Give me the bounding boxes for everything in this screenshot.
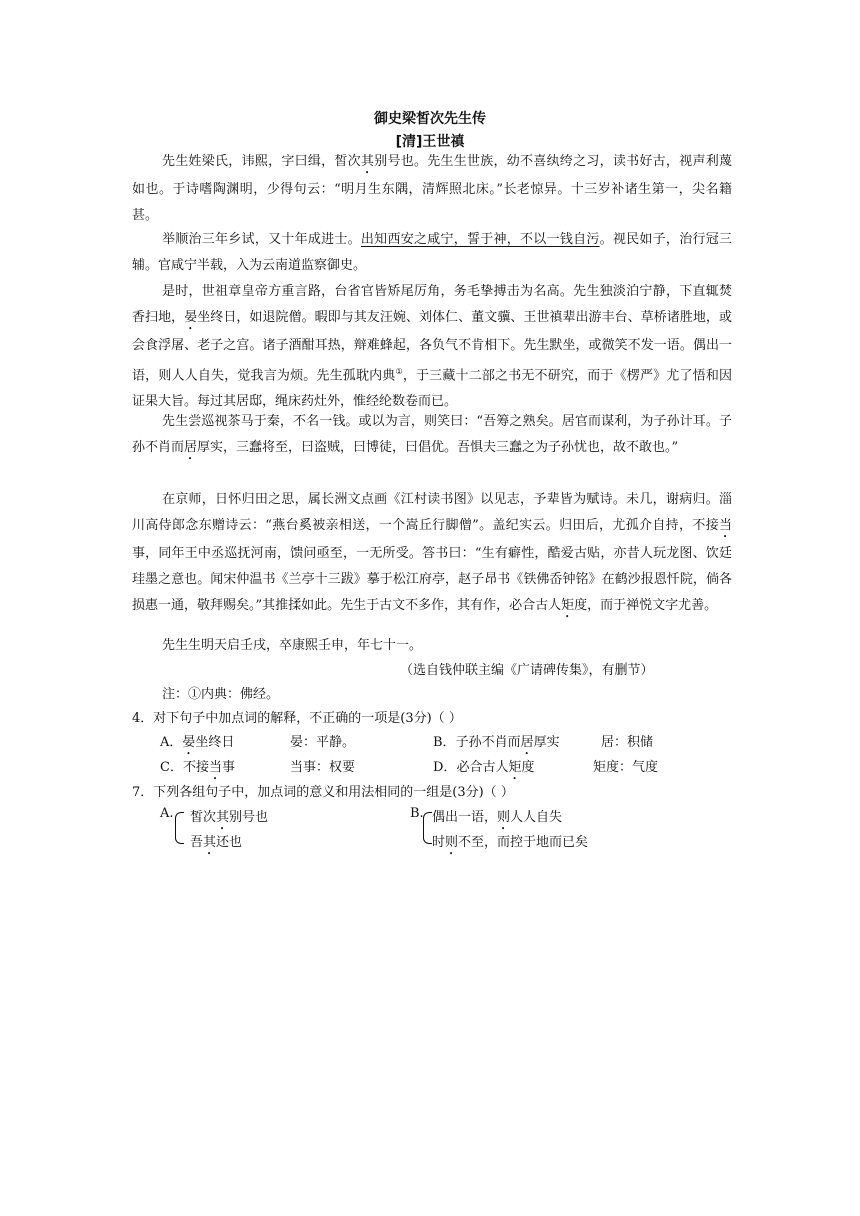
- dotted-word: 当: [718, 518, 732, 533]
- q4-option-a-gloss: 晏：平静。: [290, 735, 356, 750]
- q4-option-b-gloss: 居：积储: [601, 735, 654, 750]
- passage-title: 御史梁皙次先生传: [374, 111, 486, 127]
- dotted-word: 矩: [561, 598, 575, 613]
- q7-option-b-line2: 时则不至，而控于地而已矣: [432, 835, 589, 850]
- q4-option-b: B．子孙不肖而居厚实: [433, 735, 560, 750]
- question-4-stem: 4．对下句子中加点词的解释，不正确的一项是(3分)（ ）: [132, 711, 462, 726]
- dotted-word: 其: [360, 154, 375, 169]
- q4-option-a: A．晏坐终日: [160, 735, 235, 750]
- q4-option-d-gloss: 矩度：气度: [593, 760, 659, 775]
- paragraph-2: 举顺治三年乡试，又十年成进士。出知西安之咸宁，誓于神，不以一钱自污。视民如子，治行冠三辅。官咸宁半载，入为云南道监察御史。: [132, 232, 732, 273]
- paragraph-3: 是时，世祖章皇帝方重言路，台省官皆矫尾厉角，务毛挚搏击为名高。先生独淡泊宁静，下直辄焚香扫地，晏坐终日，如退院僧。暇即与其友汪婉、刘体仁、董文骥、王世禛辈出游丰台、草桥诸胜地，或会食浮屠、老子之宫。诸子酒酣耳热，辩难蜂起，各负气不肯相下。先生默坐，或微笑不发一语。偶出一语，则人人自失，觉我言为烦。先生孤耽内典①，于三藏十二部之书无不研究，而于《楞严》尤了悟和因证果大旨。每过其居邸，绳床药灶外，惟经纶数卷而已。: [132, 284, 732, 410]
- q4-option-c-gloss: 当事：权要: [290, 760, 356, 775]
- paragraph-1: 先生姓梁氏，讳熙，字曰缉，皙次其别号也。先生生世族，幼不喜纨绔之习，读书好古，视声利蔑如也。于诗嗜陶渊明，少得句云：“明月生东隅，清辉照北床。”长老惊异。十三岁补诸生第一，尖名籍甚。: [132, 154, 732, 223]
- footnote-marker: ①: [395, 367, 403, 376]
- q7-b-brace: [423, 812, 432, 844]
- question-7-stem: 7．下列各组句子中，加点词的意义和用法相同的一组是(3分)（ ）: [132, 785, 514, 800]
- underlined-sentence: 出知西安之咸宁，誓于神，不以一钱自污: [360, 232, 600, 247]
- q7-option-a-line2: 吾其还也: [190, 835, 243, 850]
- q7-option-b-label: B.: [410, 806, 424, 821]
- q7-option-a-line1: 皙次其别号也: [190, 810, 269, 825]
- paragraph-4: 先生尝巡视茶马于秦，不名一钱。或以为言，则笑曰：“吾筹之熟矣。居官而谋利，为子孙计耳。子孙不肖而居厚实，三蠢将至，曰盗贼，曰博徒，曰倡优。吾惧夫三蠢之为子孙忧也，故不敢也。”: [132, 414, 732, 455]
- q7-option-b-line1: 偶出一语，则人人自失: [432, 810, 563, 825]
- source-citation: （选自钱仲联主编《广请碑传集》，有删节）: [400, 663, 654, 678]
- dotted-word: 晏: [184, 310, 198, 325]
- q4-option-d: D．必合古人矩度: [433, 760, 535, 775]
- q4-option-c: C．不接当事: [160, 760, 235, 775]
- dotted-word: 居: [184, 440, 198, 455]
- q7-a-brace: [175, 812, 184, 844]
- passage-author: [清]王世禛: [395, 134, 465, 150]
- footnote: 注：①内典：佛经。: [162, 687, 280, 702]
- q7-option-a-label: A.: [160, 806, 174, 821]
- paragraph-6: 先生生明天启壬戌，卒康熙壬申，年七十一。: [162, 638, 423, 653]
- paragraph-5: 在京师，日怀归田之思，属长洲文点画《江村读书图》以见志，予辈皆为赋诗。未几，谢病归。淄川高侍郎念东赠诗云：“燕台奚被亲相送，一个嵩丘行脚僧”。盖纪实云。归田后，尤孤介自持，不接当事，同年王中丞巡抚河南，馈问亟至，一无所受。答书曰：“生有癖性，酷爱古贴，亦昔人玩龙图、饮廷珪墨之意也。闻宋仲温书《兰亭十三跋》摹于松江府亭，赵子昂书《铁佛岙钟铭》在鹤沙报恩忏院，倘各损惠一通，敬拜赐矣。”其推揉如此。先生于古文不多作，其有作，必合古人矩度，而于禅悦文字尤善。: [132, 492, 732, 613]
